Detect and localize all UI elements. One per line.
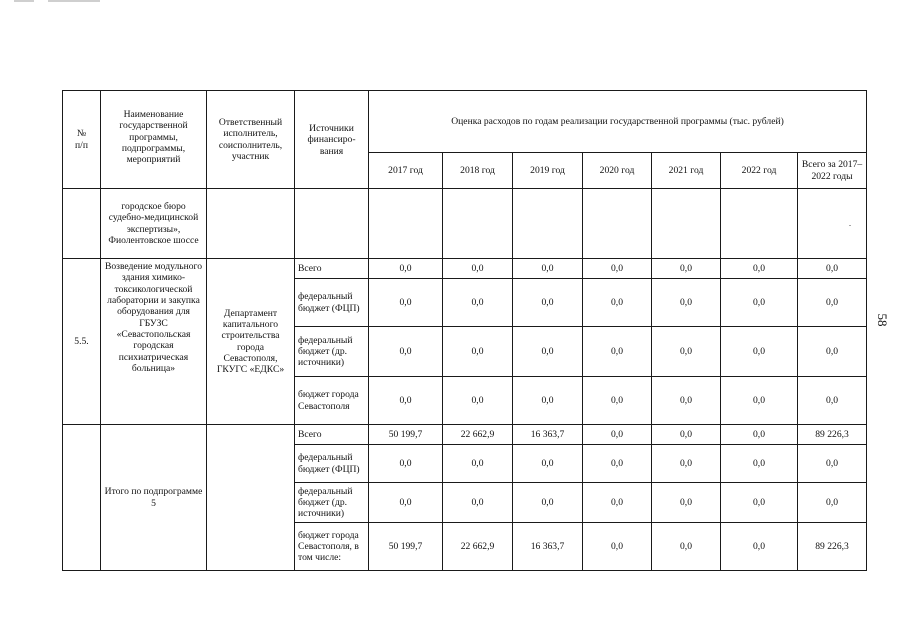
- value-cell: 0,0: [583, 523, 652, 571]
- cell: [207, 189, 295, 259]
- value-cell: 0,0: [798, 279, 867, 327]
- source-label: федеральный бюджет (ФЦП): [295, 445, 369, 483]
- value-cell: 0,0: [513, 483, 583, 523]
- value-cell: 0,0: [443, 327, 513, 377]
- source-label: Всего: [295, 259, 369, 279]
- value-cell: 0,0: [652, 483, 721, 523]
- value-cell: 16 363,7: [513, 425, 583, 445]
- year-header: 2018 год: [443, 153, 513, 189]
- year-header: 2021 год: [652, 153, 721, 189]
- value-cell: 0,0: [369, 445, 443, 483]
- value-cell: 22 662,9: [443, 425, 513, 445]
- value-cell: 89 226,3: [798, 425, 867, 445]
- value-cell: 0,0: [583, 327, 652, 377]
- value-cell: 0,0: [369, 279, 443, 327]
- value-cell: 0,0: [798, 377, 867, 425]
- scan-artifact: [48, 0, 100, 2]
- value-cell: 0,0: [652, 377, 721, 425]
- value-cell: 89 226,3: [798, 523, 867, 571]
- value-cell: 0,0: [721, 327, 798, 377]
- value-cell: 16 363,7: [513, 523, 583, 571]
- value-cell: 0,0: [369, 483, 443, 523]
- year-header: 2017 год: [369, 153, 443, 189]
- value-cell: 0,0: [583, 377, 652, 425]
- value-cell: 0,0: [798, 483, 867, 523]
- page-number: 58: [875, 313, 890, 327]
- cell: [63, 425, 101, 571]
- source-label: бюджет города Севастополя, в том числе:: [295, 523, 369, 571]
- source-label: бюджет города Севастополя: [295, 377, 369, 425]
- value-cell: 0,0: [583, 279, 652, 327]
- source-label: федеральный бюджет (ФЦП): [295, 279, 369, 327]
- value-cell: 0,0: [798, 445, 867, 483]
- cell: [652, 189, 721, 259]
- value-cell: 0,0: [369, 377, 443, 425]
- source-label: Всего: [295, 425, 369, 445]
- value-cell: 0,0: [583, 483, 652, 523]
- year-header: 2022 год: [721, 153, 798, 189]
- section-number: 5.5.: [63, 259, 101, 425]
- value-cell: 0,0: [721, 425, 798, 445]
- total-years-header: Всего за 2017–2022 годы: [798, 153, 867, 189]
- value-cell: 0,0: [798, 259, 867, 279]
- total-name: Итого по подпрограмме 5: [101, 425, 207, 571]
- source-label: федеральный бюджет (др. источники): [295, 483, 369, 523]
- value-cell: 0,0: [513, 327, 583, 377]
- value-cell: 0,0: [721, 483, 798, 523]
- value-cell: 22 662,9: [443, 523, 513, 571]
- value-cell: 50 199,7: [369, 425, 443, 445]
- value-cell: 0,0: [443, 377, 513, 425]
- value-cell: 0,0: [798, 327, 867, 377]
- value-cell: 0,0: [652, 425, 721, 445]
- value-cell: 0,0: [583, 445, 652, 483]
- table-row: [63, 425, 867, 445]
- value-cell: 0,0: [721, 279, 798, 327]
- header-row: [63, 91, 867, 153]
- value-cell: 0,0: [443, 483, 513, 523]
- year-header: 2019 год: [513, 153, 583, 189]
- table-row: [63, 259, 867, 279]
- value-cell: 50 199,7: [369, 523, 443, 571]
- cell: [513, 189, 583, 259]
- value-cell: 0,0: [652, 327, 721, 377]
- value-cell: 0,0: [652, 259, 721, 279]
- cell: [63, 189, 101, 259]
- header-number: № п/п: [63, 91, 101, 189]
- value-cell: 0,0: [443, 279, 513, 327]
- value-cell: 0,0: [652, 523, 721, 571]
- scan-artifact: [14, 0, 34, 2]
- continuation-row: [63, 189, 867, 259]
- cell: [443, 189, 513, 259]
- value-cell: 0,0: [513, 259, 583, 279]
- header-source: Источники финансиро-вания: [295, 91, 369, 189]
- cell: [798, 189, 867, 259]
- value-cell: 0,0: [369, 259, 443, 279]
- cell: [295, 189, 369, 259]
- value-cell: 0,0: [513, 377, 583, 425]
- value-cell: 0,0: [652, 445, 721, 483]
- value-cell: 0,0: [721, 523, 798, 571]
- value-cell: 0,0: [513, 445, 583, 483]
- budget-table: [62, 90, 867, 571]
- cell: [369, 189, 443, 259]
- cell: [583, 189, 652, 259]
- header-responsible: Ответственный исполнитель, соисполнитель, участник: [207, 91, 295, 189]
- value-cell: 0,0: [583, 425, 652, 445]
- year-header: 2020 год: [583, 153, 652, 189]
- value-cell: 0,0: [369, 327, 443, 377]
- value-cell: 0,0: [721, 445, 798, 483]
- value-cell: 0,0: [443, 445, 513, 483]
- value-cell: 0,0: [443, 259, 513, 279]
- source-label: федеральный бюджет (др. источники): [295, 327, 369, 377]
- value-cell: 0,0: [721, 259, 798, 279]
- continuation-name: городское бюро судебно-медицинской экспертизы», Фиолентовское шоссе: [101, 189, 207, 259]
- value-cell: 0,0: [583, 259, 652, 279]
- cell: [721, 189, 798, 259]
- section-responsible: Департамент капитального строительства города Севастополя, ГКУГС «ЕДКС»: [207, 259, 295, 425]
- section-name: Возведение модульного здания химико-токсикологической лаборатории и закупка оборудования для ГБУЗС «Севастопольская городская психиатрическая больница»: [101, 259, 207, 425]
- header-estimate: Оценка расходов по годам реализации государственной программы (тыс. рублей): [369, 91, 867, 153]
- value-cell: 0,0: [652, 279, 721, 327]
- cell: [207, 425, 295, 571]
- value-cell: 0,0: [721, 377, 798, 425]
- header-name: Наименование государственной программы, подпрограммы, мероприятий: [101, 91, 207, 189]
- stray-mark: .: [849, 218, 852, 228]
- value-cell: 0,0: [513, 279, 583, 327]
